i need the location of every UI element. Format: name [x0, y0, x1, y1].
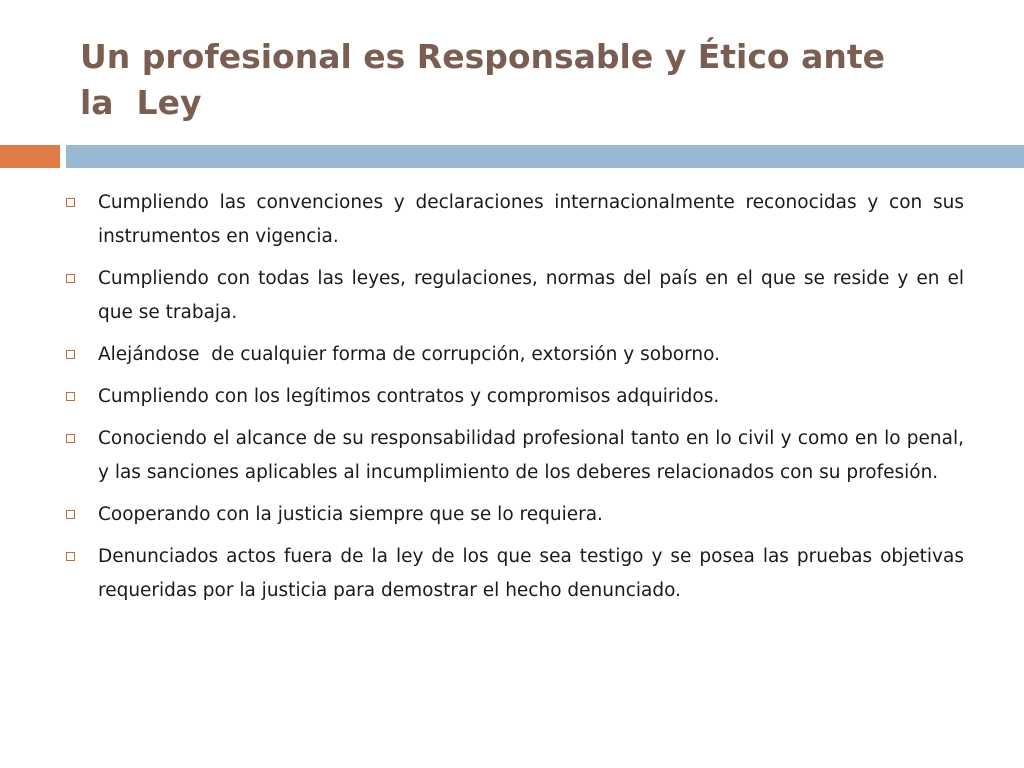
list-item — [62, 338, 964, 372]
hollow-square-icon — [66, 274, 75, 283]
list-item — [62, 380, 964, 414]
list-item-text: Conociendo el alcance de su responsabilidad profesional tanto en lo civil y como en lo penal, y las sanciones aplicables al incumplimiento de los deberes relacionados con su profesión. — [98, 428, 964, 483]
slide-title-line-1: Un profesional es Responsable y Ético ante — [80, 37, 885, 76]
hollow-square-icon — [66, 510, 75, 519]
hollow-square-icon — [66, 392, 75, 401]
bullet-list — [62, 186, 964, 616]
accent-bar-orange — [0, 145, 60, 168]
accent-bar-blue — [66, 145, 1024, 168]
list-item-text: Cumpliendo con todas las leyes, regulaciones, normas del país en el que se reside y en el que se trabaja. — [98, 268, 964, 323]
hollow-square-icon — [66, 434, 75, 443]
list-item — [62, 422, 964, 490]
hollow-square-icon — [66, 552, 75, 561]
hollow-square-icon — [66, 350, 75, 359]
list-item — [62, 498, 964, 532]
list-item — [62, 186, 964, 254]
list-item-text: Cooperando con la justicia siempre que se lo requiera. — [98, 504, 603, 525]
list-item-text: Cumpliendo las convenciones y declaraciones internacionalmente reconocidas y con sus instrumentos en vigencia. — [98, 192, 964, 247]
list-item-text: Denunciados actos fuera de la ley de los que sea testigo y se posea las pruebas objetivas requeridas por la justicia para demostrar el hecho denunciado. — [98, 546, 964, 601]
slide-title — [80, 34, 960, 126]
slide-title-line-2: la Ley — [80, 83, 202, 122]
hollow-square-icon — [66, 198, 75, 207]
list-item-text: Alejándose de cualquier forma de corrupción, extorsión y soborno. — [98, 344, 721, 365]
list-item — [62, 262, 964, 330]
list-item — [62, 540, 964, 608]
list-item-text: Cumpliendo con los legítimos contratos y compromisos adquiridos. — [98, 386, 720, 407]
